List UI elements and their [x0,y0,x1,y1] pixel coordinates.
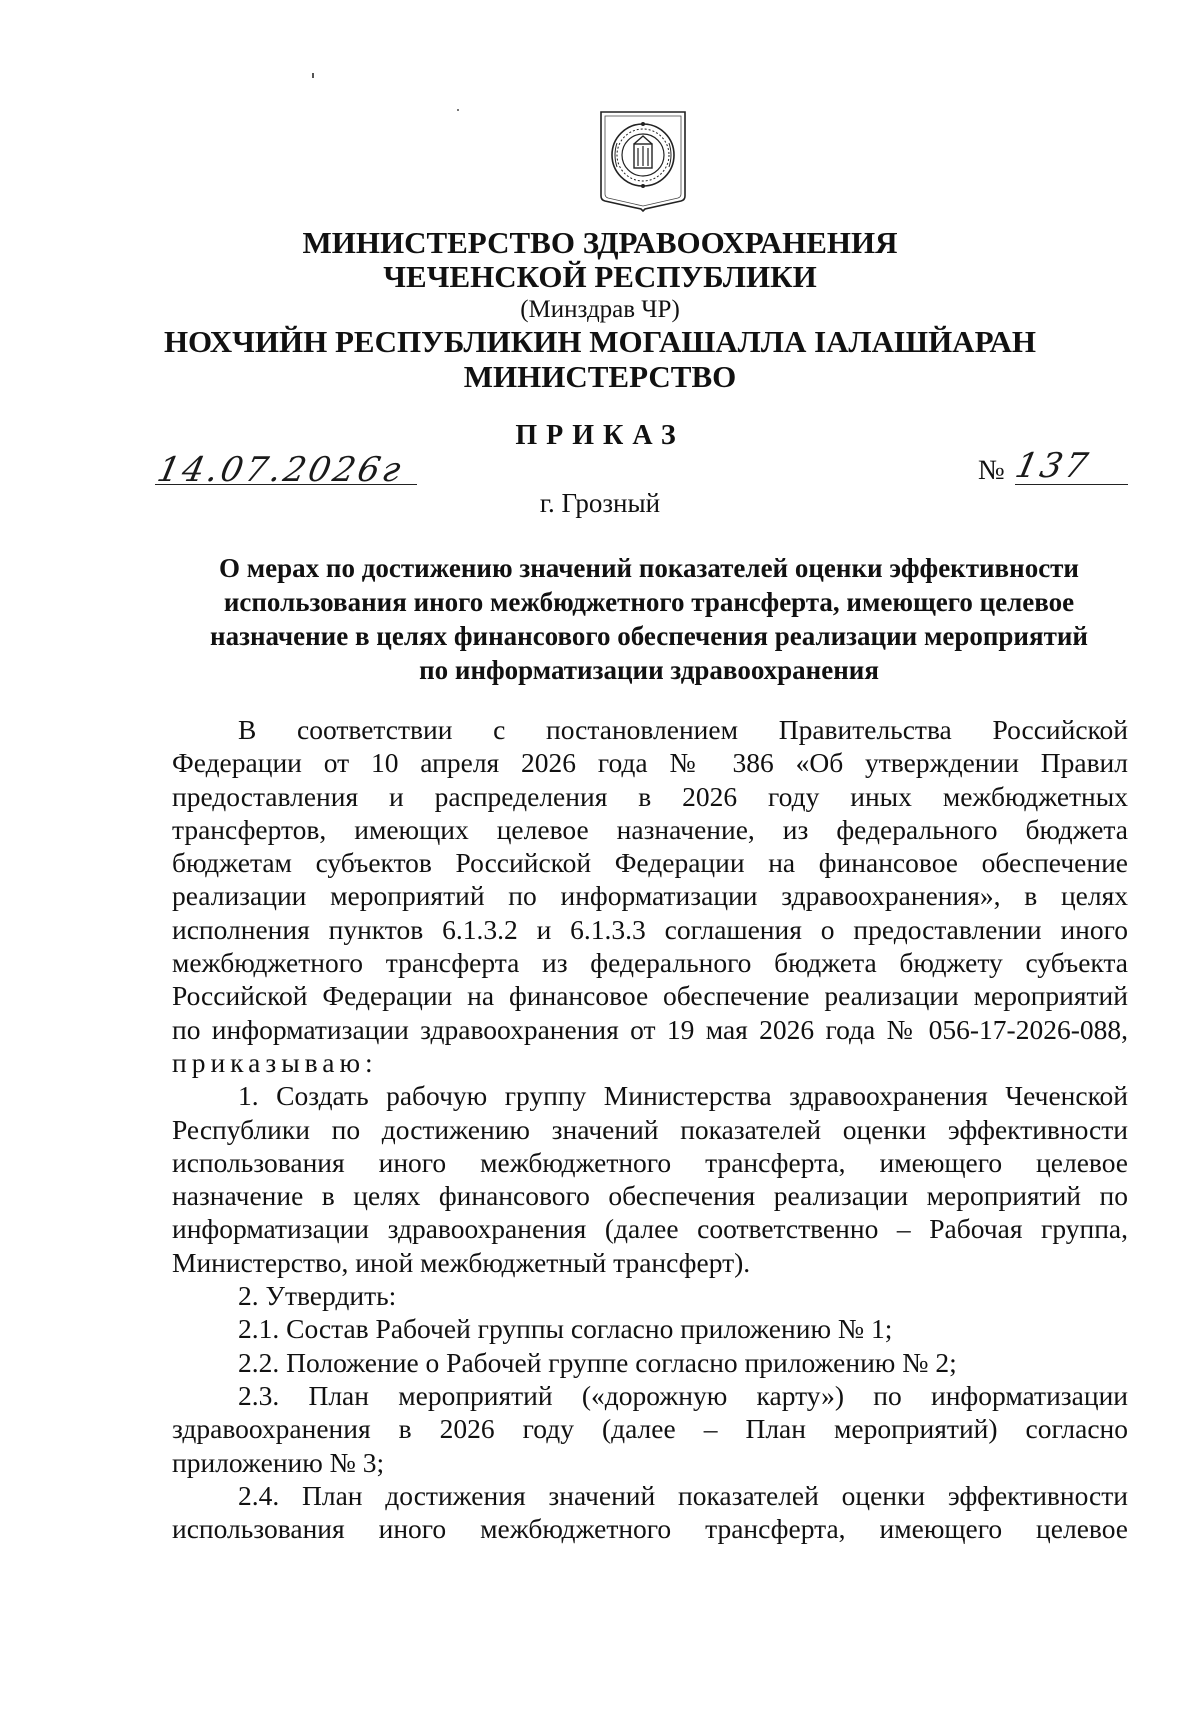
order-city: г. Грозный [539,488,661,518]
body-line: исполнения пунктов 6.1.3.2 и 6.1.3.3 соглашения о предоставлении иного [172,913,1128,945]
ministry-name-chechen-line1: НОХЧИЙН РЕСПУБЛИКИН МОГАШАЛЛА ІАЛАШЙАРАН [163,324,1037,359]
title-line: назначение в целях финансового обеспечения реализации мероприятий [210,621,1088,651]
document-type-heading: ПРИКАЗ [515,420,685,451]
title-line: использования иного межбюджетного трансферта, имеющего целевое [223,587,1075,617]
order-number-sign: № [978,455,1005,486]
ministry-name-chechen-line2: МИНИСТЕРСТВО [463,359,737,394]
body-line: Республики по достижению значений показателей оценки эффективности [172,1113,1128,1145]
body-line: В соответствии с постановлением Правительства Российской [238,714,1128,745]
ministry-abbreviation: (Минздрав ЧР) [520,296,680,323]
order-body [172,713,1128,1545]
body-line-item-2-4: 2.4. План достижения значений показателей оценки эффективности [238,1479,1128,1511]
body-line: Российской Федерации на финансовое обеспечение реализации мероприятий [172,980,1128,1012]
ministry-name-line2: ЧЕЧЕНСКОЙ РЕСПУБЛИКИ [383,259,817,294]
body-line: предоставления и распределения в 2026 году иных межбюджетных [172,780,1128,812]
order-number-handwritten: 137 [1011,446,1095,486]
order-title [170,551,1128,687]
body-line-item-2-2: 2.2. Положение о Рабочей группе согласно приложению № 2; [238,1346,957,1378]
body-line: бюджетам субъектов Российской Федерации на финансовое обеспечение [172,847,1128,879]
date-underline [155,484,417,485]
body-line-order-word: приказываю: [172,1046,378,1078]
body-line: приложению № 3; [172,1446,385,1478]
body-line: Министерство, иной межбюджетный трансферт). [172,1246,751,1278]
body-line: по информатизации здравоохранения от 19 мая 2026 года № 056-17-2026-088, [172,1013,1128,1045]
body-line: информатизации здравоохранения (далее соответственно – Рабочая группа, [172,1213,1128,1245]
body-line-item-2-1: 2.1. Состав Рабочей группы согласно приложению № 1; [238,1313,893,1345]
order-date-handwritten: 14.07.2026г [153,450,408,490]
body-line: использования иного межбюджетного трансферта, имеющего целевое [172,1146,1128,1178]
ministry-name-line1: МИНИСТЕРСТВО ЗДРАВООХРАНЕНИЯ [302,225,898,260]
body-line: Федерации от 10 апреля 2026 года № 386 «Об утверждении Правил [172,747,1128,779]
scan-speck [312,73,314,78]
body-line: назначение в целях финансового обеспечения реализации мероприятий по [172,1180,1128,1212]
coat-of-arms-emblem-icon [593,108,693,214]
title-line: по информатизации здравоохранения [419,655,879,685]
body-line-item-2-3: 2.3. План мероприятий («дорожную карту») по информатизации [238,1379,1128,1411]
title-line: О мерах по достижению значений показателей оценки эффективности [219,553,1079,583]
body-line: реализации мероприятий по информатизации здравоохранения», в целях [172,880,1128,912]
body-line-item-1: 1. Создать рабочую группу Министерства здравоохранения Чеченской [238,1080,1128,1112]
body-line: межбюджетного трансферта из федерального бюджета бюджету субъекта [172,947,1128,979]
body-line: трансфертов, имеющих целевое назначение, из федерального бюджета [172,813,1128,845]
body-line: здравоохранения в 2026 году (далее – План мероприятий) согласно [172,1413,1128,1445]
body-line-item-2: 2. Утвердить: [238,1280,397,1312]
body-line: использования иного межбюджетного трансферта, имеющего целевое [172,1513,1128,1545]
scan-speck [457,109,459,111]
number-underline [1015,484,1128,485]
